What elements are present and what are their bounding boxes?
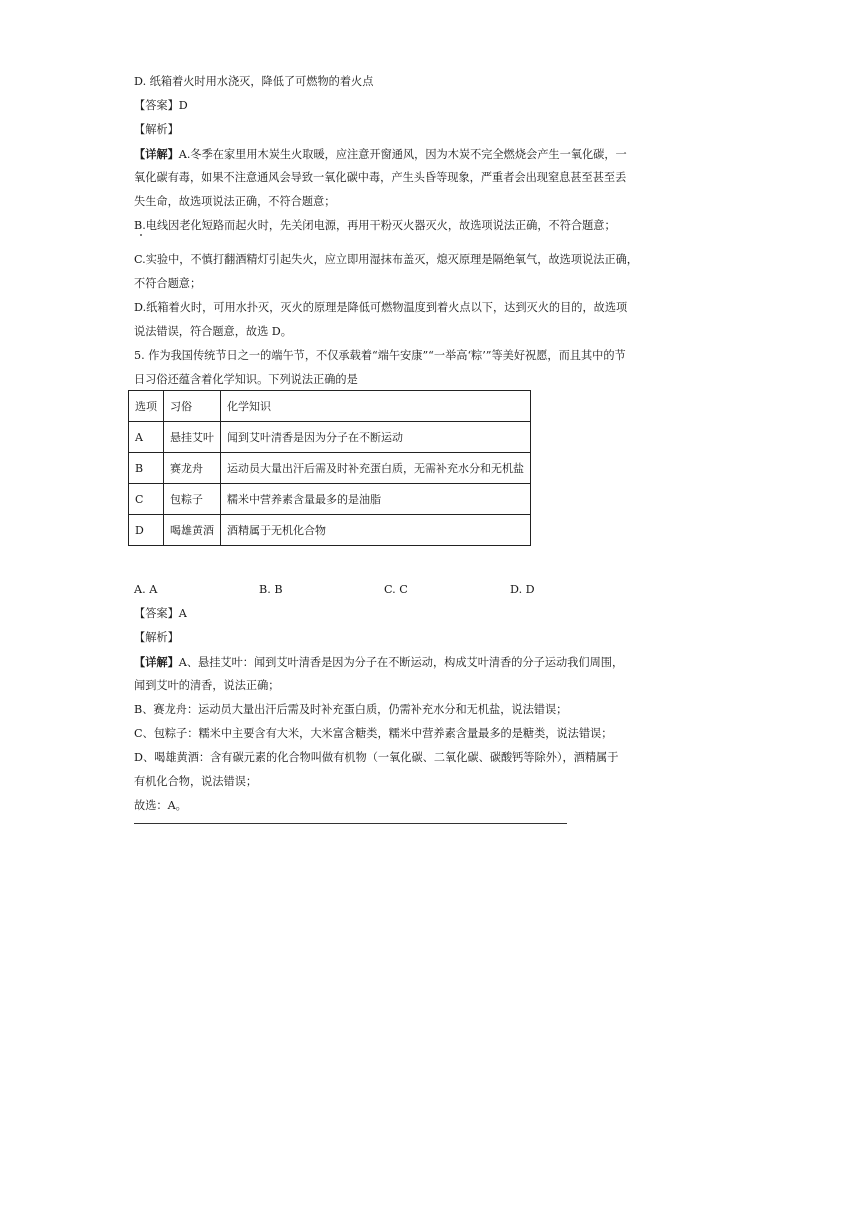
table-row	[129, 515, 531, 546]
q5-stem-line-2: 日习俗还蕴含着化学知识。下列说法正确的是	[134, 373, 358, 386]
table-cell: 喝雄黄酒	[164, 515, 221, 546]
q5-option-a: A. A	[134, 583, 158, 596]
table-header-row	[129, 391, 531, 422]
table-cell: B	[129, 453, 164, 484]
q4-detail-line-4: B.电线因老化短路而起火时，先关闭电源，再用干粉灭火器灭火，故选项说法正确，不符合题意；	[134, 219, 616, 232]
table-cell: 酒精属于无机化合物	[221, 515, 531, 546]
table-cell: 糯米中营养素含量最多的是油脂	[221, 484, 531, 515]
q5-detail-line-7: 故选：A。	[134, 799, 187, 812]
table-cell: 运动员大量出汗后需及时补充蛋白质，无需补充水分和无机盐	[221, 453, 531, 484]
end-rule	[134, 823, 567, 824]
detail-text: A.冬季在家里用木炭生火取暖，应注意开窗通风，因为木炭不完全燃烧会产生一氧化碳，一	[178, 148, 627, 161]
q4-option-d: D. 纸箱着火时用水浇灭，降低了可燃物的着火点	[134, 75, 374, 88]
answer-tag: 【答案】	[134, 99, 179, 112]
q5-stem-line-1: 5. 作为我国传统节日之一的端午节，不仅承载着“端午安康”“一举高‘粽’”等美好祝愿，而且其中的节	[134, 349, 626, 362]
table-header-cell: 习俗	[164, 391, 221, 422]
q5-detail-line-3: B、赛龙舟：运动员大量出汗后需及时补充蛋白质，仍需补充水分和无机盐，说法错误；	[134, 703, 568, 716]
knowledge-table	[128, 390, 531, 546]
q4-detail-line-1	[134, 146, 627, 163]
table-row	[129, 453, 531, 484]
detail-tag: 【详解】	[134, 147, 179, 161]
q4-detail-line-8: 说法错误，符合题意，故选 D。	[134, 325, 292, 338]
table-cell: 包粽子	[164, 484, 221, 515]
q5-answer-line	[134, 606, 187, 622]
q4-detail-line-5: C.实验中，不慎打翻酒精灯引起失火，应立即用湿抹布盖灭，熄灭原理是隔绝氧气，故选项说法正确，	[134, 253, 638, 266]
table-cell: C	[129, 484, 164, 515]
answer-tag: 【答案】	[134, 607, 179, 620]
answer-value: A	[178, 607, 187, 620]
table-cell: 赛龙舟	[164, 453, 221, 484]
q4-detail-line-6: 不符合题意；	[134, 277, 202, 290]
q5-detail-line-5: D、喝雄黄酒：含有碳元素的化合物叫做有机物（一氧化碳、二氧化碳、碳酸钙等除外），酒精属于	[134, 751, 619, 764]
table-header-cell: 化学知识	[221, 391, 531, 422]
q4-detail-line-7: D.纸箱着火时，可用水扑灭，灭火的原理是降低可燃物温度到着火点以下，达到灭火的目的，故选项	[134, 301, 628, 314]
detail-tag: 【详解】	[134, 655, 179, 669]
q5-analysis-tag: 【解析】	[134, 631, 179, 644]
table-cell: 闻到艾叶清香是因为分子在不断运动	[221, 422, 531, 453]
q5-option-c: C. C	[384, 583, 408, 596]
table-row	[129, 422, 531, 453]
q5-detail-line-1	[134, 654, 623, 671]
q5-option-b: B. B	[259, 583, 283, 596]
q5-detail-line-2: 闻到艾叶的清香，说法正确；	[134, 679, 280, 692]
q5-detail-line-6: 有机化合物，说法错误；	[134, 775, 258, 788]
q4-detail-line-2: 氧化碳有毒，如果不注意通风会导致一氧化碳中毒，产生头昏等现象，严重者会出现窒息甚至甚至丢	[134, 171, 627, 184]
scan-dot	[140, 234, 142, 236]
q4-analysis-tag: 【解析】	[134, 123, 179, 136]
q4-answer-line	[134, 98, 188, 114]
table-cell: 悬挂艾叶	[164, 422, 221, 453]
table-cell: A	[129, 422, 164, 453]
table-row	[129, 484, 531, 515]
q5-option-d: D. D	[510, 583, 535, 596]
table-cell: D	[129, 515, 164, 546]
q5-detail-line-4: C、包粽子：糯米中主要含有大米，大米富含糖类，糯米中营养素含量最多的是糖类，说法错误；	[134, 727, 613, 740]
answer-value: D	[178, 99, 188, 112]
table-header-cell: 选项	[129, 391, 164, 422]
detail-text: A、悬挂艾叶：闻到艾叶清香是因为分子在不断运动，构成艾叶清香的分子运动我们周围，	[178, 656, 624, 669]
q4-detail-line-3: 失生命，故选项说法正确，不符合题意；	[134, 195, 336, 208]
